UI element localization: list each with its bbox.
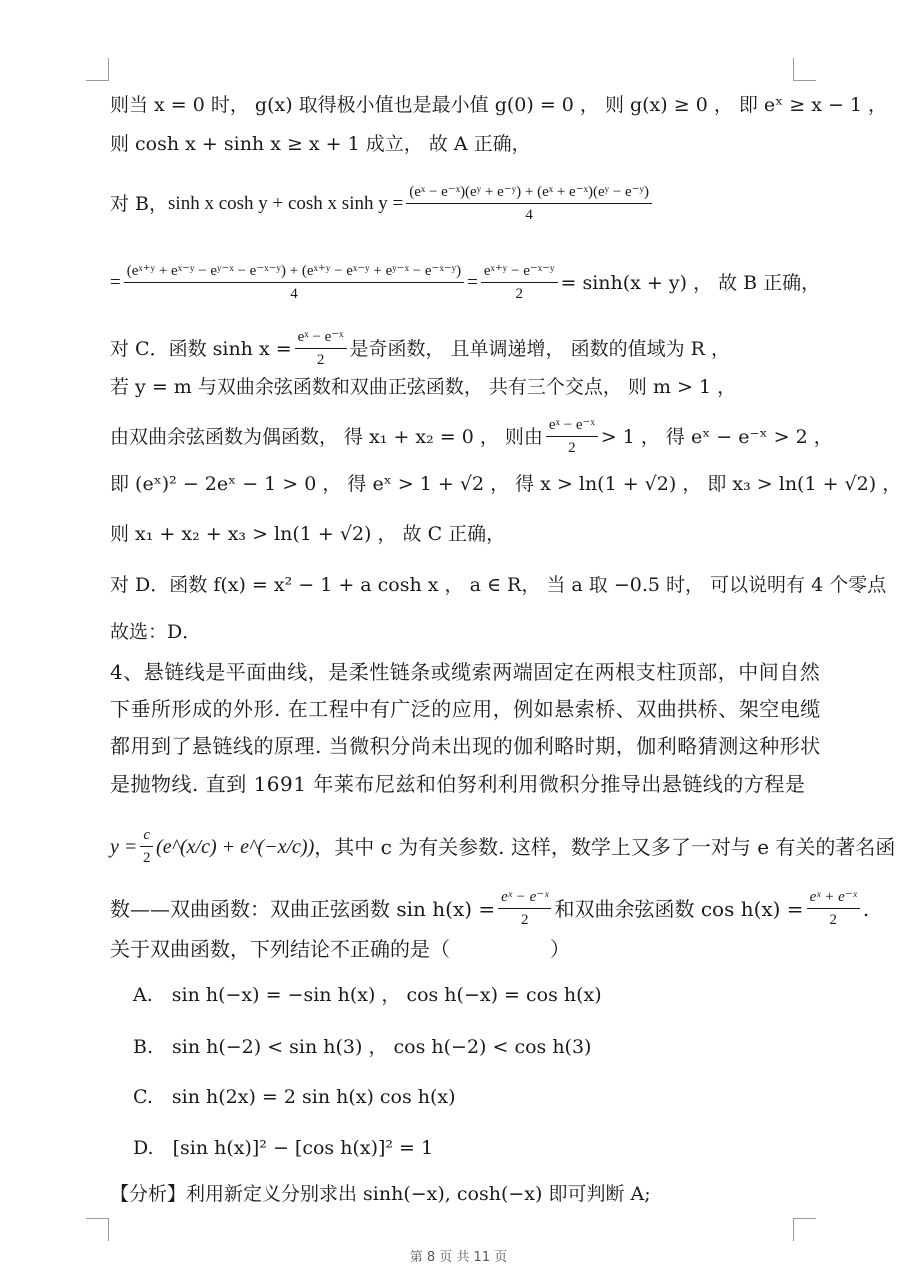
text-run: 则 cosh x + sinh x ≥ x + 1 成立， 故 A 正确， [110,133,531,155]
fraction [498,888,551,929]
fraction-numerator: eˣ − e⁻ˣ [546,416,598,437]
fraction-denominator: 2 [521,912,529,928]
fraction [140,826,153,867]
text-run: = sinh(x + y) ， 故 B 正确， [560,271,821,294]
fraction-denominator: 2 [316,352,325,368]
question-4-line-4 [110,770,806,798]
solution-line-5 [110,328,797,369]
analysis-line [110,1180,797,1208]
text-run: 4、悬链线是平面曲线，是柔性链条或缆索两端固定在两根支柱顶部，中间自然 [110,660,821,684]
text-run: 都用到了悬链线的原理. 当微积分尚未出现的伽利略时期，伽利略猜测这种形状 [110,734,821,758]
solution-line-1 [110,91,888,119]
formula-paren: (e^(x/c) + e^(−x/c)) [156,835,315,858]
fraction-denominator: 2 [829,912,837,928]
question-4-line-1 [110,658,821,686]
fraction-numerator: eˣ − e⁻ˣ [498,888,551,909]
fraction-numerator: c [140,826,153,847]
corner-mark-bottom-left [86,1218,109,1241]
option-text: C. sin h(2x) = 2 sin h(x) cos h(x) [133,1086,456,1108]
text-run: 故选：D． [110,621,202,643]
option-text: B. sin h(−2) < sin h(3) ， cos h(−2) < cos h(3) [133,1036,592,1058]
page-footer: 第 8 页 共 11 页 [409,1250,508,1265]
text-run: 和双曲余弦函数 cos h(x) = [554,896,804,921]
solution-line-6 [110,373,797,401]
fraction [807,888,860,929]
fraction [295,328,347,369]
fraction-numerator: (eˣ⁺ʸ + eˣ⁻ʸ − eʸ⁻ˣ − e⁻ˣ⁻ʸ) + (eˣ⁺ʸ − eˣ⁻ʸ + eʸ⁻ˣ − e⁻ˣ⁻ʸ) [124,262,464,283]
catenary-equation-line [110,826,896,867]
fraction [546,416,598,457]
question-stem [110,935,797,963]
solution-line-10 [110,571,887,599]
fraction-denominator: 2 [568,440,576,456]
text-run: 数——双曲函数：双曲正弦函数 sin h(x) = [110,896,496,921]
fraction [481,262,558,303]
text-run: 对 B， [110,192,169,215]
equals-sign: = [110,271,121,293]
text-run: 下垂所形成的外形. 在工程中有广泛的应用，例如悬索桥、双曲拱桥、架空电缆 [110,697,821,721]
formula-lhs: y = [110,835,138,858]
fraction [124,262,464,303]
fraction-numerator: eˣ − e⁻ˣ [295,328,347,349]
fraction-numerator: eˣ + e⁻ˣ [807,888,860,909]
hyperbolic-definition-line [110,888,870,929]
fraction-denominator: 4 [525,207,533,223]
option-a [133,981,797,1009]
text-run: 是奇函数， 且单调递增， 函数的值域为 R ， [349,337,730,360]
fraction [406,183,652,224]
question-4-line-3 [110,732,821,760]
text-run: > 1 ， 得 eˣ − e⁻ˣ > 2 ， [600,425,833,448]
text-run: 则 x₁ + x₂ + x₃ > ln(1 + √2) ， 故 C 正确， [110,523,506,545]
question-4-line-2 [110,695,821,723]
formula-lhs: sinh x cosh y + cosh x sinh y = [168,192,404,214]
option-b [133,1033,797,1061]
text-run: 【分析】利用新定义分别求出 sinh(−x), cosh(−x) 即可判断 A; [110,1183,651,1205]
solution-line-3 [110,183,797,224]
equals-sign: = [467,271,478,293]
solution-line-4 [110,262,821,303]
option-c [133,1083,797,1111]
solution-line-11 [110,618,797,646]
corner-mark-top-left [86,58,109,81]
fraction-denominator: 2 [515,286,523,302]
solution-line-7 [110,416,833,457]
text-run: 对 C．函数 sinh x = [110,337,292,360]
solution-line-8 [110,470,902,498]
text-run: 是抛物线. 直到 1691 年莱布尼兹和伯努利利用微积分推导出悬链线的方程是 [110,772,806,796]
solution-line-9 [110,520,797,548]
fraction-numerator: (eˣ − e⁻ˣ)(eʸ + e⁻ʸ) + (eˣ + e⁻ˣ)(eʸ − e⁻ʸ) [406,183,652,204]
option-d [133,1134,797,1162]
fraction-denominator: 4 [290,286,298,302]
option-text: A. sin h(−x) = −sin h(x) ， cos h(−x) = cos h(x) [133,984,602,1006]
text-run: ，其中 c 为有关参数. 这样，数学上又多了一对与 e 有关的著名函 [314,834,896,859]
text-run: 则当 x = 0 时， g(x) 取得极小值也是最小值 g(0) = 0 ， 则 g(x) ≥ 0 ， 即 eˣ ≥ x − 1 ， [110,94,888,116]
corner-mark-top-right [793,58,816,81]
fraction-numerator: eˣ⁺ʸ − e⁻ˣ⁻ʸ [481,262,558,283]
text-run: 由双曲余弦函数为偶函数， 得 x₁ + x₂ = 0 ， 则由 [110,425,543,448]
text-run: 对 D．函数 f(x) = x² − 1 + a cosh x ， a ∈ R， 当 a 取 −0.5 时， 可以说明有 4 个零点 [110,574,887,596]
text-run: 即 (eˣ)² − 2eˣ − 1 > 0 ， 得 eˣ > 1 + √2 ， 得 x > ln(1 + √2) ， 即 x₃ > ln(1 + √2) ， [110,473,902,495]
text-run: 关于双曲函数，下列结论不正确的是（ ） [110,937,570,961]
corner-mark-bottom-right [793,1218,816,1241]
text-run: . [862,896,870,921]
text-run: 若 y = m 与双曲余弦函数和双曲正弦函数， 共有三个交点， 则 m > 1 ， [110,376,737,398]
fraction-denominator: 2 [142,850,151,866]
option-text: D. [sin h(x)]² − [cos h(x)]² = 1 [133,1137,434,1159]
solution-line-2 [110,130,797,158]
